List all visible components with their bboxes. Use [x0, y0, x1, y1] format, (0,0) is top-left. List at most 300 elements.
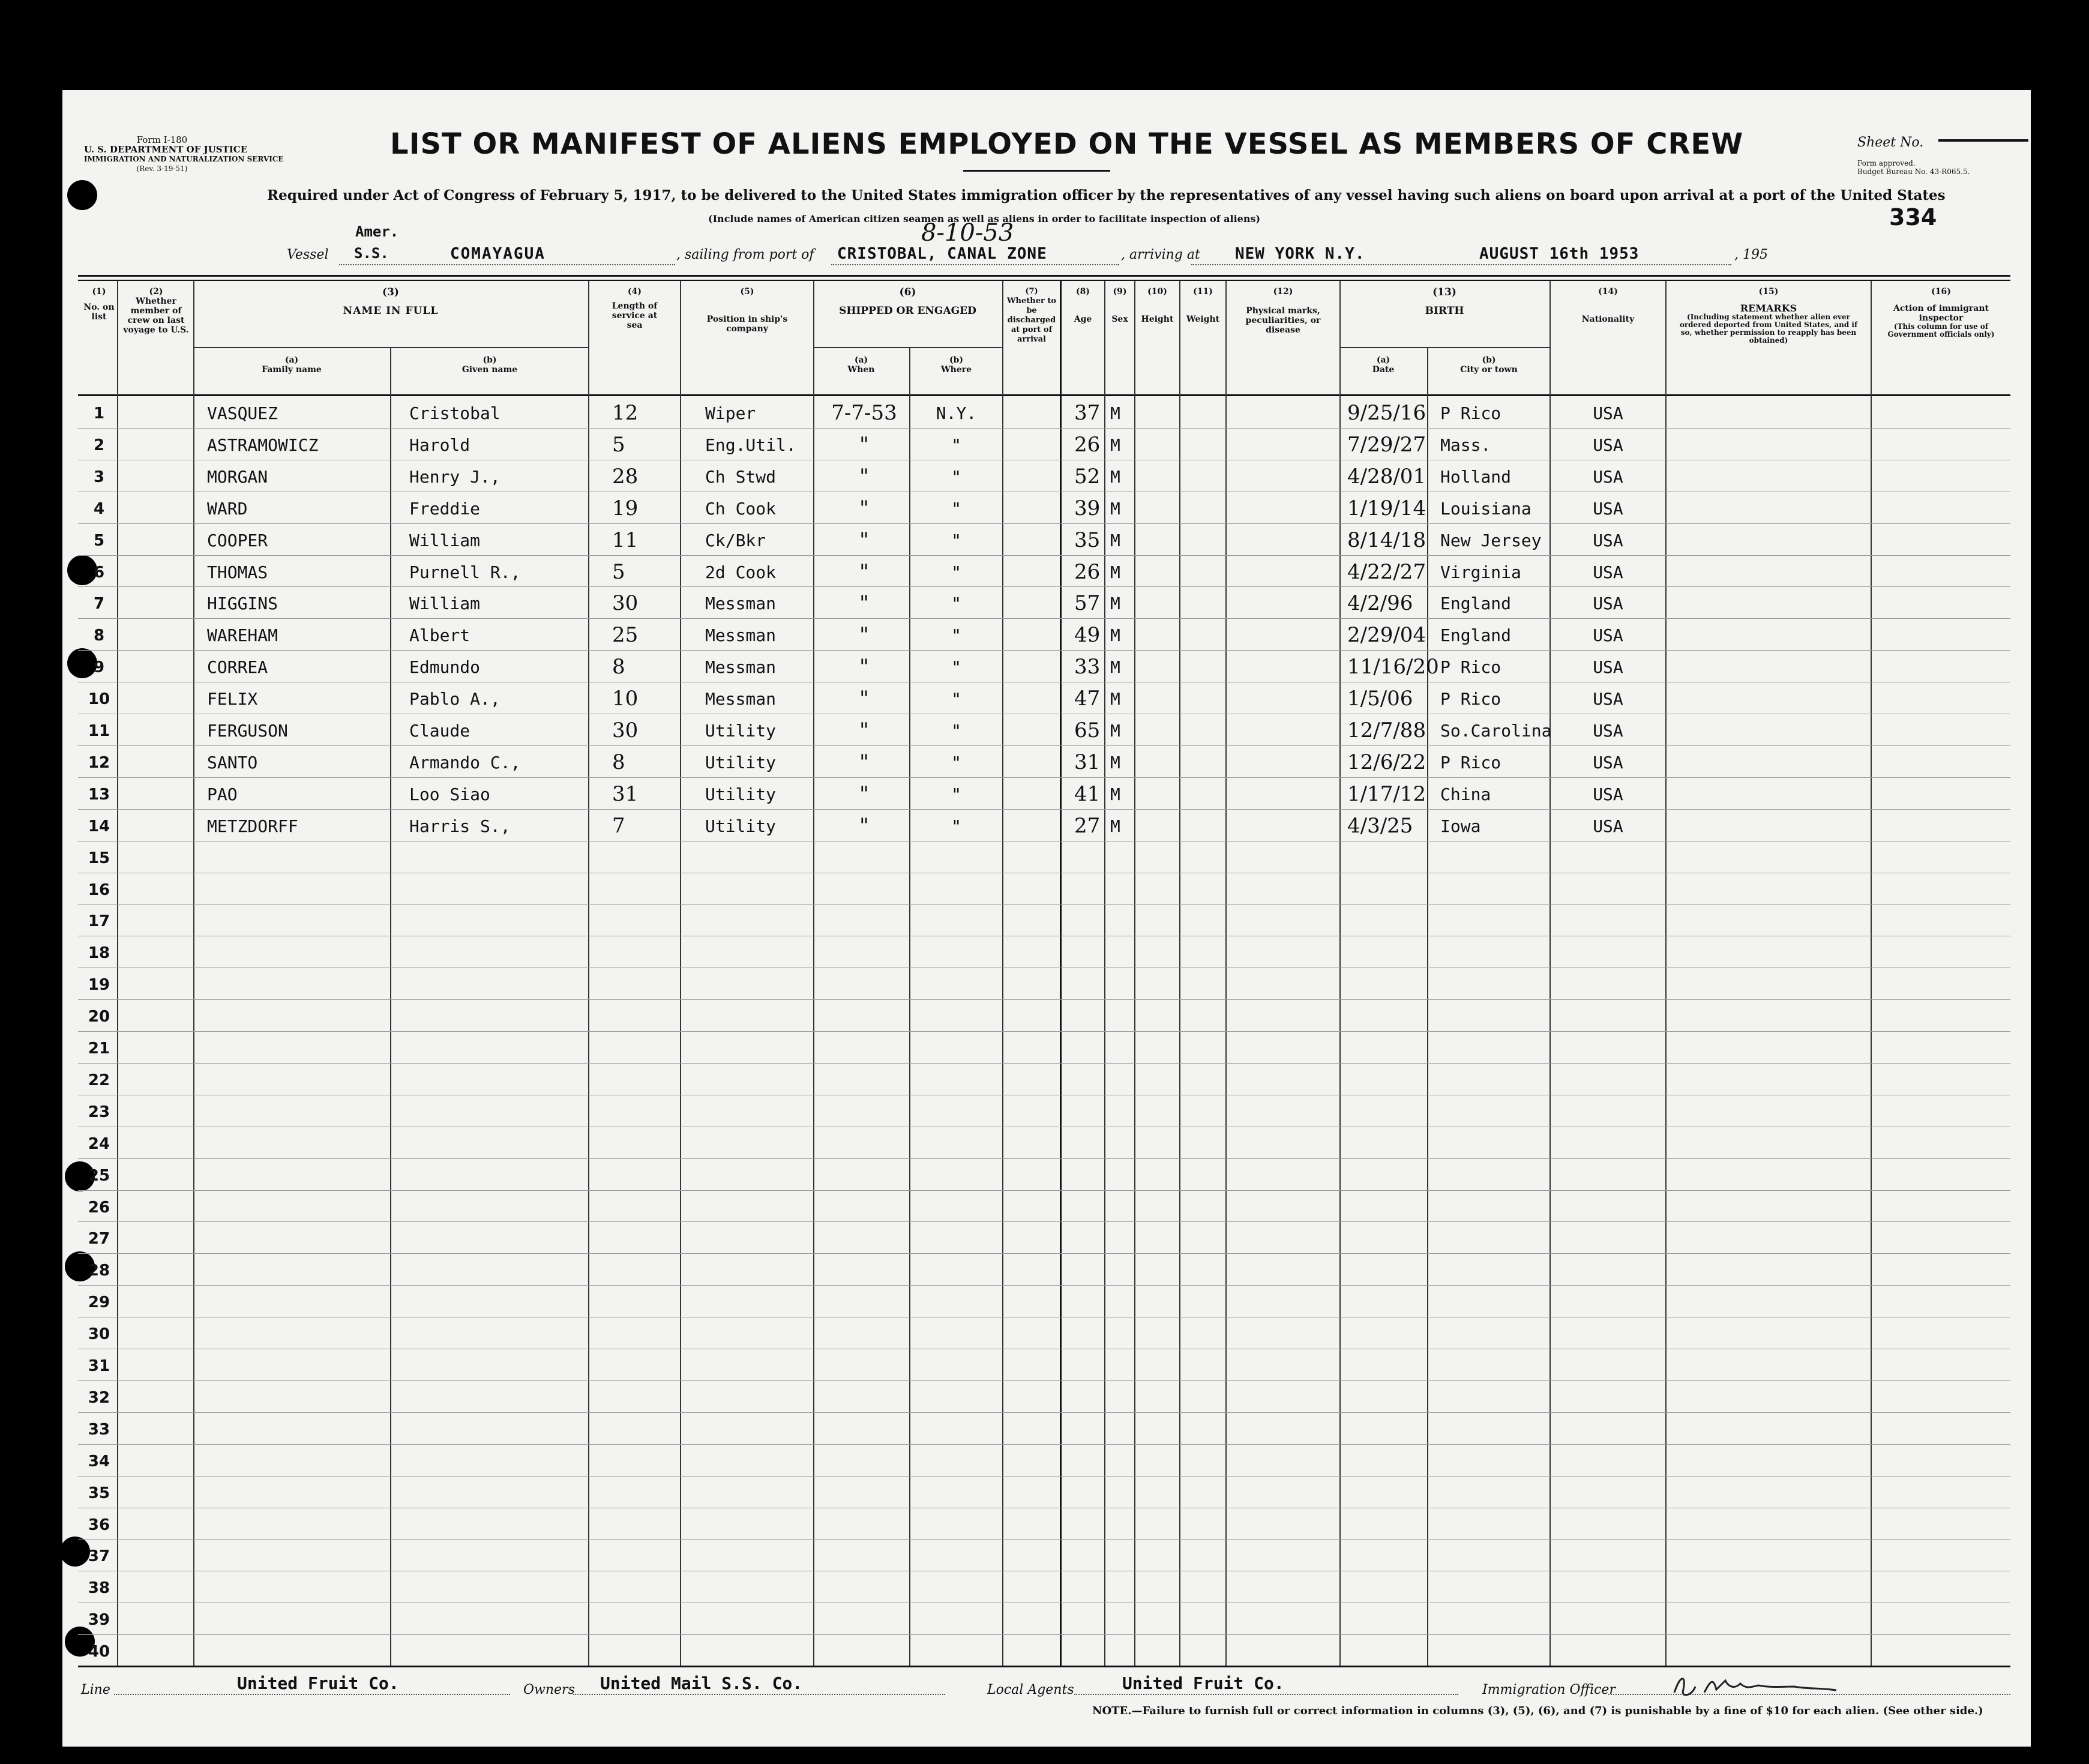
- service-length: 8: [612, 750, 625, 774]
- row-line: [78, 809, 2010, 810]
- shipped-where: ": [951, 498, 961, 519]
- shipped-where: ": [951, 752, 961, 772]
- sex: M: [1110, 625, 1120, 646]
- col-divider: [1665, 281, 1667, 1666]
- given-name: Cristobal: [409, 403, 500, 423]
- sex: M: [1110, 530, 1120, 550]
- birth-date: 4/2/96: [1347, 591, 1413, 616]
- arriving-blank: [1191, 264, 1731, 265]
- row-number: 38: [88, 1579, 110, 1598]
- col12-header: (12) Physical marks, peculiarities, or disease: [1245, 287, 1321, 335]
- sex: M: [1110, 784, 1120, 804]
- birth-date: 9/25/16: [1347, 401, 1426, 425]
- col-divider: [1225, 281, 1227, 1666]
- sailing-label: , sailing from port of: [676, 247, 814, 262]
- nationality: USA: [1593, 752, 1623, 772]
- birth-city: Virginia: [1440, 562, 1521, 582]
- service-length: 30: [612, 718, 639, 742]
- birth-date: 1/17/12: [1347, 781, 1426, 806]
- officer-label: Immigration Officer: [1482, 1682, 1616, 1697]
- row-number: 39: [88, 1611, 110, 1630]
- row-number: 19: [88, 976, 110, 995]
- given-name: Purnell R.,: [409, 562, 521, 582]
- col3-header: (3) NAME IN FULL: [343, 286, 439, 317]
- col-divider: [1427, 347, 1428, 1666]
- row-number: 28: [88, 1262, 110, 1280]
- service-length: 12: [612, 401, 639, 425]
- service-name: IMMIGRATION AND NATURALIZATION SERVICE: [84, 155, 284, 163]
- age: 57: [1074, 591, 1101, 616]
- sex: M: [1110, 498, 1120, 519]
- service-length: 19: [612, 496, 639, 520]
- line-blank: [114, 1694, 510, 1695]
- vessel-label: Vessel: [287, 247, 329, 262]
- row-number: 3: [93, 468, 105, 486]
- row-number: 22: [88, 1071, 110, 1089]
- shipped-when: ": [859, 687, 869, 711]
- shipped-where: ": [951, 625, 961, 646]
- col6a-header: (a) When: [847, 355, 875, 375]
- shipped-when: ": [859, 496, 869, 520]
- year-suffix: , 195: [1734, 247, 1768, 262]
- position: Wiper: [705, 403, 756, 423]
- given-name: Harris S.,: [409, 816, 511, 836]
- approval-block: [1857, 159, 1970, 176]
- shipped-when: ": [859, 655, 869, 679]
- owners-blank: [573, 1694, 945, 1695]
- birth-city: P Rico: [1440, 657, 1501, 678]
- shipped-where: ": [951, 562, 961, 582]
- shipped-where: ": [951, 784, 961, 804]
- row-line: [78, 777, 2010, 778]
- row-line: [78, 904, 2010, 905]
- row-number: 24: [88, 1134, 110, 1153]
- col6-header: (6) SHIPPED OR ENGAGED: [839, 286, 976, 317]
- row-number: 1: [93, 405, 105, 423]
- col-divider: [1134, 281, 1135, 1666]
- birth-city: Holland: [1440, 466, 1512, 487]
- birth-city: So.Carolina: [1440, 721, 1552, 741]
- family-name: WARD: [207, 498, 248, 519]
- shipped-when: ": [859, 718, 869, 742]
- sex: M: [1110, 689, 1120, 709]
- service-length: 8: [612, 655, 625, 679]
- sex: M: [1110, 752, 1120, 772]
- position: Ch Cook: [705, 498, 777, 519]
- sailing-blank: [831, 264, 1119, 265]
- birth-city: Mass.: [1440, 435, 1491, 455]
- birth-date: 4/28/01: [1347, 464, 1426, 489]
- col13b-header: (b) City or town: [1460, 355, 1518, 375]
- row-number: 5: [93, 531, 105, 550]
- given-name: Edmundo: [409, 657, 481, 678]
- header-bottom-border: [78, 394, 2010, 396]
- family-name: WAREHAM: [207, 625, 278, 646]
- col-divider: [390, 347, 391, 1666]
- age: 35: [1074, 528, 1101, 552]
- sheet-label: Sheet No.: [1857, 135, 1924, 150]
- form-approved: Form approved.: [1857, 159, 1916, 167]
- sex: M: [1110, 657, 1120, 678]
- service-length: 25: [612, 623, 639, 648]
- row-number: 4: [93, 499, 105, 518]
- shipped-when: 7-7-53: [831, 401, 897, 425]
- row-number: 8: [93, 627, 105, 645]
- position: Messman: [705, 657, 777, 678]
- age: 52: [1074, 464, 1101, 489]
- shipped-where: ": [951, 689, 961, 709]
- age: 39: [1074, 496, 1101, 520]
- budget-bureau: Budget Bureau No. 43-R065.5.: [1857, 167, 1970, 176]
- given-name: Harold: [409, 435, 470, 455]
- vessel-blank: [339, 264, 675, 265]
- row-number: 7: [93, 595, 105, 613]
- family-name: METZDORFF: [207, 816, 298, 836]
- line-value: United Fruit Co.: [237, 1673, 399, 1693]
- col-divider: [1002, 281, 1003, 1666]
- position: 2d Cook: [705, 562, 777, 582]
- nationality: USA: [1593, 625, 1623, 646]
- col7-header: (7) Whether to be discharged at port of arrival: [1006, 287, 1057, 344]
- col14-header: (14) Nationality: [1581, 287, 1635, 324]
- row-line: [78, 1444, 2010, 1445]
- family-name: THOMAS: [207, 562, 268, 582]
- table-top-border-2: [78, 280, 2010, 281]
- vessel-prefix: S.S.: [354, 245, 389, 262]
- birth-date: 12/6/22: [1347, 750, 1426, 774]
- col-divider: [1339, 281, 1341, 1666]
- col1-header: (1) No. on list: [83, 287, 115, 322]
- row-number: 37: [88, 1547, 110, 1566]
- birth-date: 11/16/20: [1347, 655, 1439, 679]
- col3a-header: (a) Family name: [262, 355, 322, 375]
- row-number: 17: [88, 912, 110, 931]
- sex: M: [1110, 816, 1120, 836]
- col13a-header: (a) Date: [1372, 355, 1395, 375]
- given-name: Albert: [409, 625, 470, 646]
- row-number: 27: [88, 1230, 110, 1248]
- birth-subheader-line: [1339, 347, 1549, 348]
- birth-city: P Rico: [1440, 403, 1501, 423]
- row-line: [78, 586, 2010, 587]
- sheet-number-mark: [1938, 139, 2028, 142]
- vessel-flag: Amer.: [355, 223, 399, 240]
- shipped-when: ": [859, 591, 869, 616]
- row-number: 30: [88, 1325, 110, 1344]
- position: Messman: [705, 689, 777, 709]
- age: 26: [1074, 432, 1101, 457]
- row-number: 13: [88, 785, 110, 804]
- vessel-name: COMAYAGUA: [450, 245, 546, 263]
- family-name: COOPER: [207, 530, 268, 550]
- sailing-port: CRISTOBAL, CANAL ZONE: [837, 245, 1047, 263]
- col-divider: [1549, 281, 1551, 1666]
- col3b-header: (b) Given name: [461, 355, 518, 375]
- col11-header: (11) Weight: [1186, 287, 1220, 324]
- col9-header: (9) Sex: [1111, 287, 1128, 324]
- shipped-when: ": [859, 528, 869, 552]
- col13-header: (13) BIRTH: [1425, 286, 1464, 317]
- shipped-when: ": [859, 464, 869, 489]
- col-divider: [1179, 281, 1180, 1666]
- form-number: Form I-180: [136, 134, 188, 145]
- birth-city: England: [1440, 625, 1512, 646]
- nationality: USA: [1593, 816, 1623, 836]
- sex: M: [1110, 435, 1120, 455]
- age: 31: [1074, 750, 1101, 774]
- row-number: 9: [93, 658, 105, 677]
- revision: (Rev. 3-19-51): [136, 164, 188, 173]
- birth-date: 4/3/25: [1347, 813, 1413, 838]
- position: Utility: [705, 752, 777, 772]
- form-ident: [84, 134, 284, 173]
- nationality: USA: [1593, 466, 1623, 487]
- agents-blank: [1074, 1694, 1458, 1695]
- row-number: 11: [88, 722, 110, 740]
- position: Eng.Util.: [705, 435, 796, 455]
- row-number: 16: [88, 880, 110, 899]
- row-number: 26: [88, 1198, 110, 1217]
- row-line: [78, 1063, 2010, 1064]
- given-name: Pablo A.,: [409, 689, 500, 709]
- shipped-where: ": [951, 466, 961, 487]
- row-line: [78, 1539, 2010, 1540]
- nationality: USA: [1593, 594, 1623, 614]
- birth-city: Louisiana: [1440, 498, 1531, 519]
- given-name: Claude: [409, 721, 470, 741]
- service-length: 31: [612, 781, 639, 806]
- service-length: 10: [612, 687, 639, 711]
- col4-header: (4) Length of service at sea: [612, 287, 658, 330]
- row-line: [78, 1253, 2010, 1254]
- given-name: William: [409, 530, 481, 550]
- col5-header: (5) Position in ship's company: [706, 287, 788, 334]
- title-underline: [963, 170, 1110, 172]
- shipped-when: ": [859, 750, 869, 774]
- shipped-where: ": [951, 435, 961, 455]
- shipped-when: ": [859, 432, 869, 457]
- sex: M: [1110, 466, 1120, 487]
- col-divider: [588, 281, 589, 1666]
- nationality: USA: [1593, 435, 1623, 455]
- required-text: Required under Act of Congress of February 5, 1917, to be delivered to the United States immigration officer by the representatives of any vessel having such aliens on board upon arrival at a port of the United States: [267, 187, 1946, 203]
- birth-city: China: [1440, 784, 1491, 804]
- birth-date: 1/5/06: [1347, 687, 1413, 711]
- arriving-port: NEW YORK N.Y.: [1235, 245, 1365, 263]
- col6b-header: (b) Where: [940, 355, 972, 375]
- sex: M: [1110, 562, 1120, 582]
- row-number: 33: [88, 1420, 110, 1439]
- given-name: Armando C.,: [409, 752, 521, 772]
- col-divider: [1060, 281, 1062, 1666]
- sailing-date: 8-10-53: [921, 219, 1014, 247]
- row-line: [78, 745, 2010, 746]
- shipped-subheader-line: [813, 347, 1002, 348]
- col10-header: (10) Height: [1141, 287, 1174, 324]
- table-top-border: [78, 275, 2010, 277]
- birth-date: 12/7/88: [1347, 718, 1426, 742]
- row-line: [78, 999, 2010, 1000]
- row-line: [78, 1158, 2010, 1159]
- position: Messman: [705, 625, 777, 646]
- row-number: 10: [88, 690, 110, 709]
- line-label: Line: [81, 1682, 110, 1697]
- service-length: 5: [612, 559, 625, 584]
- row-number: 34: [88, 1452, 110, 1471]
- nationality: USA: [1593, 403, 1623, 423]
- service-length: 30: [612, 591, 639, 616]
- birth-date: 7/29/27: [1347, 432, 1426, 457]
- shipped-when: ": [859, 781, 869, 806]
- age: 33: [1074, 655, 1101, 679]
- birth-date: 4/22/27: [1347, 559, 1426, 584]
- col15-header: (15) REMARKS (Including statement whether alien ever ordered deported from United States, and if so, whether permission to reapply has been obtained): [1679, 287, 1858, 345]
- row-line: [78, 1031, 2010, 1032]
- birth-city: New Jersey: [1440, 530, 1542, 550]
- row-line: [78, 555, 2010, 556]
- nationality: USA: [1593, 721, 1623, 741]
- col8-header: (8) Age: [1074, 287, 1092, 324]
- family-name: CORREA: [207, 657, 268, 678]
- row-number: 21: [88, 1040, 110, 1058]
- shipped-where: ": [951, 657, 961, 678]
- given-name: Loo Siao: [409, 784, 490, 804]
- age: 41: [1074, 781, 1101, 806]
- family-name: VASQUEZ: [207, 403, 278, 423]
- row-number: 35: [88, 1484, 110, 1502]
- footer-note: NOTE.—Failure to furnish full or correct information in columns (3), (5), (6), and (7) is punishable by a fine of $10 for each alien. (See other side.): [1092, 1705, 1983, 1717]
- owners-value: United Mail S.S. Co.: [600, 1673, 803, 1693]
- col-divider: [193, 281, 194, 1666]
- age: 65: [1074, 718, 1101, 742]
- row-line: [78, 1285, 2010, 1286]
- service-length: 11: [612, 528, 639, 552]
- row-number: 20: [88, 1008, 110, 1026]
- row-line: [78, 428, 2010, 429]
- shipped-where: ": [951, 530, 961, 550]
- nationality: USA: [1593, 498, 1623, 519]
- row-number: 40: [88, 1643, 110, 1661]
- shipped-where: ": [951, 816, 961, 836]
- agents-value: United Fruit Co.: [1122, 1673, 1284, 1693]
- position: Ch Stwd: [705, 466, 777, 487]
- age: 27: [1074, 813, 1101, 838]
- stamp-number: 334: [1889, 204, 1937, 230]
- row-line: [78, 1476, 2010, 1477]
- department: U. S. DEPARTMENT OF JUSTICE: [84, 144, 248, 155]
- row-line: [78, 1190, 2010, 1191]
- row-number: 14: [88, 817, 110, 835]
- service-length: 5: [612, 432, 625, 457]
- shipped-when: ": [859, 813, 869, 838]
- row-line: [78, 523, 2010, 524]
- position: Messman: [705, 594, 777, 614]
- nationality: USA: [1593, 530, 1623, 550]
- birth-date: 1/19/14: [1347, 496, 1426, 520]
- form-title: LIST OR MANIFEST OF ALIENS EMPLOYED ON THE VESSEL AS MEMBERS OF CREW: [390, 127, 1744, 161]
- col-divider: [813, 281, 814, 1666]
- row-number: 2: [93, 436, 105, 454]
- nationality: USA: [1593, 657, 1623, 678]
- shipped-when: ": [859, 623, 869, 648]
- given-name: William: [409, 594, 481, 614]
- family-name: FERGUSON: [207, 721, 288, 741]
- shipped-where: ": [951, 721, 961, 741]
- shipped-where: ": [951, 594, 961, 614]
- row-number: 36: [88, 1516, 110, 1534]
- col-divider: [1104, 281, 1105, 1666]
- given-name: Henry J.,: [409, 466, 500, 487]
- service-length: 7: [612, 813, 625, 838]
- nationality: USA: [1593, 689, 1623, 709]
- position: Utility: [705, 816, 777, 836]
- row-number: 18: [88, 944, 110, 963]
- row-number: 12: [88, 753, 110, 772]
- officer-signature: [1668, 1669, 1848, 1705]
- birth-city: P Rico: [1440, 689, 1501, 709]
- position: Utility: [705, 784, 777, 804]
- service-length: 28: [612, 464, 639, 489]
- arriving-label: , arriving at: [1121, 247, 1200, 262]
- row-number: 32: [88, 1388, 110, 1407]
- col-divider: [117, 281, 118, 1666]
- family-name: FELIX: [207, 689, 258, 709]
- arrival-date: AUGUST 16th 1953: [1479, 245, 1640, 263]
- position: Ck/Bkr: [705, 530, 766, 550]
- row-line: [78, 650, 2010, 651]
- row-line: [78, 1412, 2010, 1413]
- col16-header: (16) Action of immigrant inspector (This column for use of Government officials only): [1887, 287, 1995, 339]
- name-subheader-line: [193, 347, 589, 348]
- sex: M: [1110, 721, 1120, 741]
- birth-city: Iowa: [1440, 816, 1481, 836]
- row-number: 25: [88, 1166, 110, 1185]
- col2-header: (2) Whether member of crew on last voyage to U.S.: [123, 287, 189, 335]
- shipped-when: ": [859, 559, 869, 584]
- row-line: [78, 1634, 2010, 1635]
- agents-label: Local Agents: [987, 1682, 1074, 1697]
- nationality: USA: [1593, 784, 1623, 804]
- row-number: 23: [88, 1103, 110, 1121]
- table-bottom-border: [78, 1666, 2010, 1667]
- row-line: [78, 1221, 2010, 1222]
- col-divider: [680, 281, 681, 1666]
- owners-label: Owners: [523, 1682, 575, 1697]
- age: 26: [1074, 559, 1101, 584]
- birth-date: 2/29/04: [1347, 623, 1426, 648]
- given-name: Freddie: [409, 498, 481, 519]
- row-line: [78, 618, 2010, 619]
- shipped-where: N.Y.: [936, 403, 977, 423]
- row-number: 15: [88, 849, 110, 867]
- include-text: (Include names of American citizen seamen as well as aliens in order to facilitate inspection of aliens): [708, 213, 1261, 224]
- age: 49: [1074, 623, 1101, 648]
- family-name: HIGGINS: [207, 594, 278, 614]
- sex: M: [1110, 403, 1120, 423]
- birth-date: 8/14/18: [1347, 528, 1426, 552]
- col-divider: [1871, 281, 1872, 1666]
- age: 37: [1074, 401, 1101, 425]
- row-number: 29: [88, 1293, 110, 1312]
- punch-hole: [67, 180, 97, 210]
- family-name: MORGAN: [207, 466, 268, 487]
- position: Utility: [705, 721, 777, 741]
- sex: M: [1110, 594, 1120, 614]
- family-name: PAO: [207, 784, 238, 804]
- family-name: SANTO: [207, 752, 258, 772]
- birth-city: England: [1440, 594, 1512, 614]
- age: 47: [1074, 687, 1101, 711]
